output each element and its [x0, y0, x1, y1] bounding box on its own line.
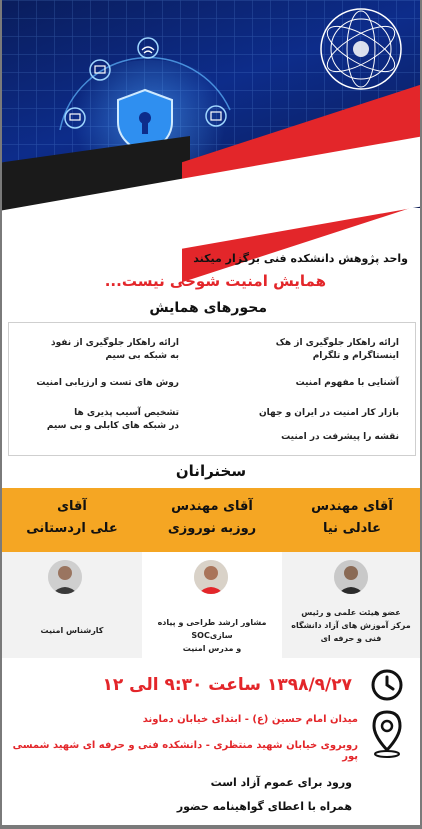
- cart-icon: [90, 60, 110, 80]
- clock-icon: [370, 668, 404, 702]
- avatar: [48, 560, 82, 594]
- speakers-title: سخنرانان: [175, 462, 247, 480]
- university-logo-icon: [318, 6, 404, 92]
- event-title: همایش امنیت شوخی نیست...: [104, 272, 326, 290]
- speaker-3-role: کارشناس امنیت: [40, 626, 104, 635]
- speaker-2-role: مشاور ارشد طراحی و پیاده سازیSOC و مدرس امنیت: [157, 618, 267, 653]
- axis-item: تشخیص آسیب پذیری ها در شبکه های کابلی و بی سیم: [46, 408, 179, 431]
- axis-item: ارائه راهکار جلوگیری از نفوذ به شبکه بی سیم: [51, 338, 179, 361]
- axis-item: آشنایی با مفهوم امنیت: [295, 378, 399, 388]
- speaker-2-name: آقای مهندس روزبه نوروزی: [167, 499, 257, 536]
- wallet-icon: [206, 106, 226, 126]
- laptop-icon: [65, 108, 85, 128]
- speaker-3-card: [2, 552, 142, 658]
- avatar: [334, 560, 368, 594]
- axis-item: ارائه راهکار جلوگیری از هک اینستاگرام و تلگرام: [275, 338, 399, 361]
- event-time: ۱۳۹۸/۹/۲۷ ساعت ۹:۳۰ الی ۱۲: [102, 675, 352, 695]
- speaker-1-name: آقای مهندس عادلی نیا: [311, 499, 393, 536]
- axes-box: [8, 322, 416, 456]
- location-pin-icon: [370, 710, 404, 758]
- axes-title: محورهای همایش: [149, 300, 267, 316]
- avatar: [194, 560, 228, 594]
- axis-item: نقشه را پیشرفت در امنیت: [281, 432, 399, 442]
- frame-bottom: [0, 825, 422, 829]
- axis-item: روش های تست و ارزیابی امنیت: [36, 378, 179, 388]
- speaker-3-name: آقای علی اردستانی: [26, 499, 118, 536]
- location-line-2: روبروی خیابان شهید منتظری - دانشکده فنی و حرفه ای شهید شمسی پور: [12, 740, 358, 762]
- entry-note: ورود برای عموم آزاد است: [210, 776, 352, 789]
- certificate-note: همراه با اعطای گواهینامه حضور: [176, 800, 352, 813]
- speaker-1-role: عضو هیئت علمی و رئیس مرکز آموزش های آزاد دانشگاه فنی و حرفه ای: [291, 608, 411, 643]
- organizer-subtitle: واحد پژوهش دانشکده فنی برگزار میکند: [193, 252, 408, 265]
- speaker-2-card: [142, 552, 282, 658]
- wifi-icon: [138, 38, 158, 58]
- location-line-1: میدان امام حسین (ع) - ابتدای خیابان دماوند: [142, 714, 358, 725]
- speaker-1-card: [282, 552, 420, 658]
- frame-left: [0, 0, 2, 829]
- axis-item: بازار کار امنیت در ایران و جهان: [258, 408, 399, 418]
